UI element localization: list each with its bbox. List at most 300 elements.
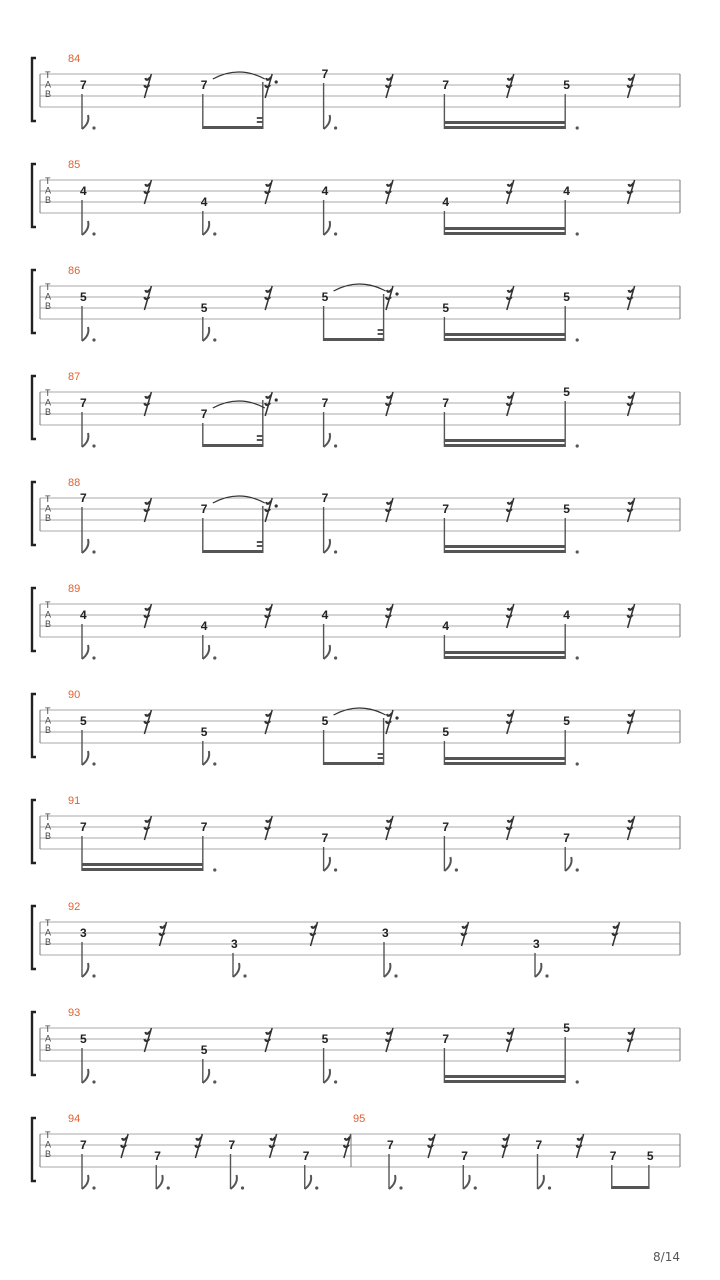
beam (324, 338, 384, 341)
rest-symbol (345, 1137, 350, 1140)
fret-number: 7 (563, 831, 570, 845)
fret-number: 7 (80, 396, 87, 410)
fret-number: 5 (80, 714, 87, 728)
rest-symbol (266, 713, 271, 716)
measure-number: 91 (68, 795, 81, 807)
rest-symbol (122, 1137, 127, 1140)
tab-clef-letter: B (45, 725, 52, 735)
tab-clef-letter: T (45, 176, 51, 186)
measure-number: 88 (68, 477, 81, 489)
note-flag (305, 1175, 311, 1189)
note-flag (324, 645, 330, 659)
tab-clef-letter: A (45, 185, 52, 196)
note-flag (203, 751, 209, 765)
beam (444, 656, 565, 659)
measure-number: 93 (68, 1007, 81, 1019)
fret-number: 4 (321, 184, 329, 198)
note-flag (82, 539, 88, 553)
fret-number: 7 (442, 502, 450, 516)
rest-symbol (508, 501, 513, 504)
rest-symbol (387, 183, 392, 186)
fret-number: 7 (200, 820, 208, 834)
beam (378, 329, 384, 331)
fret-number: 5 (563, 78, 570, 92)
beam (378, 753, 384, 755)
note-flag (82, 645, 88, 659)
tab-system (32, 477, 680, 554)
dot (213, 338, 216, 341)
dot (275, 398, 278, 401)
dot (576, 444, 579, 447)
fret-number: 5 (80, 290, 87, 304)
fret-number: 7 (442, 78, 450, 92)
tab-clef-letter: A (45, 79, 52, 90)
fret-number: 4 (321, 608, 329, 622)
note-flag (82, 115, 88, 129)
page-number: 8/14 (653, 1250, 680, 1264)
rest-symbol (387, 77, 392, 80)
fret-number: 4 (200, 195, 208, 209)
note-flag (538, 1175, 544, 1189)
tab-clef-letter: T (45, 1024, 51, 1034)
dot (334, 656, 337, 659)
fret-number: 4 (563, 184, 570, 198)
beam (257, 439, 263, 441)
beam (257, 545, 263, 547)
dot (395, 292, 398, 295)
fret-number: 7 (321, 67, 329, 81)
dot (576, 656, 579, 659)
note-flag (203, 1069, 209, 1083)
dot (334, 232, 337, 235)
rest-symbol (629, 1031, 634, 1034)
beam (444, 338, 565, 341)
beam (444, 757, 565, 760)
note-flag (324, 221, 330, 235)
note-flag (384, 963, 390, 977)
tab-clef-letter: A (45, 715, 52, 726)
tab-clef-letter: A (45, 291, 52, 302)
tab-clef-letter: A (45, 927, 52, 938)
fret-number: 5 (200, 1043, 208, 1057)
tie (334, 284, 386, 291)
fret-number: 5 (321, 290, 329, 304)
beam (612, 1186, 649, 1189)
fret-number: 7 (228, 1138, 236, 1152)
tab-system (32, 1113, 680, 1190)
system-bracket (32, 906, 36, 969)
dot (92, 656, 95, 659)
rest-symbol (387, 395, 392, 398)
dot (315, 1186, 318, 1189)
beam (444, 550, 565, 553)
beam (444, 439, 565, 442)
system-bracket (32, 164, 36, 227)
fret-number: 7 (387, 1138, 394, 1152)
fret-number: 7 (535, 1138, 543, 1152)
tab-clef-letter: B (45, 619, 52, 629)
rest-symbol (145, 395, 150, 398)
note-flag (82, 963, 88, 977)
rest-symbol (508, 819, 513, 822)
fret-number: 4 (200, 619, 208, 633)
fret-number: 7 (461, 1149, 468, 1163)
note-flag (389, 1175, 395, 1189)
tab-clef-letter: B (45, 301, 52, 311)
dot (334, 550, 337, 553)
rest-symbol (266, 1031, 271, 1034)
beam (203, 550, 263, 553)
rest-symbol (629, 501, 634, 504)
note-flag (203, 327, 209, 341)
tab-system (32, 583, 680, 660)
tab-system (32, 901, 680, 978)
dot (92, 338, 95, 341)
note-flag (324, 539, 330, 553)
rest-symbol (145, 713, 150, 716)
tab-system (32, 689, 680, 766)
beam (444, 227, 565, 230)
tab-system (32, 371, 680, 448)
rest-symbol (145, 289, 150, 292)
note-flag (82, 1069, 88, 1083)
system-bracket (32, 376, 36, 439)
rest-symbol (387, 607, 392, 610)
rest-symbol (266, 183, 271, 186)
fret-number: 5 (442, 301, 450, 315)
system-bracket (32, 58, 36, 121)
tab-clef-letter: A (45, 1139, 52, 1150)
measure-number: 90 (68, 689, 81, 701)
tie (213, 401, 265, 408)
fret-number: 5 (563, 714, 570, 728)
fret-number: 7 (609, 1149, 617, 1163)
tab-clef-letter: T (45, 388, 51, 398)
fret-number: 5 (442, 725, 450, 739)
fret-number: 5 (563, 502, 570, 516)
rest-symbol (145, 607, 150, 610)
beam (444, 121, 565, 124)
rest-symbol (266, 501, 271, 504)
measure-number: 94 (68, 1113, 81, 1125)
dot (213, 232, 216, 235)
rest-symbol (508, 395, 513, 398)
beam (444, 232, 565, 235)
beam (444, 1075, 565, 1078)
note-flag (231, 1175, 237, 1189)
rest-symbol (266, 77, 271, 80)
dot (576, 762, 579, 765)
dot (334, 1080, 337, 1083)
rest-symbol (429, 1137, 434, 1140)
fret-number: 5 (80, 1032, 87, 1046)
dot (275, 80, 278, 83)
rest-symbol (387, 819, 392, 822)
rest-symbol (508, 77, 513, 80)
rest-symbol (387, 289, 392, 292)
dot (92, 762, 95, 765)
beam (444, 762, 565, 765)
tab-clef-letter: T (45, 1130, 51, 1140)
note-flag (156, 1175, 162, 1189)
measure-number: 89 (68, 583, 81, 595)
fret-number: 5 (563, 290, 570, 304)
dot (548, 1186, 551, 1189)
tab-system (32, 159, 680, 236)
dot (213, 868, 216, 871)
rest-symbol (145, 819, 150, 822)
tab-clef-letter: A (45, 609, 52, 620)
measure-number: 84 (68, 53, 81, 65)
rest-symbol (629, 819, 634, 822)
rest-symbol (614, 925, 619, 928)
fret-number: 5 (321, 714, 329, 728)
fret-number: 5 (321, 1032, 329, 1046)
dot (241, 1186, 244, 1189)
rest-symbol (145, 1031, 150, 1034)
rest-symbol (508, 713, 513, 716)
rest-symbol (145, 183, 150, 186)
note-flag (463, 1175, 469, 1189)
tab-system (32, 265, 680, 342)
note-flag (324, 1069, 330, 1083)
note-flag (324, 433, 330, 447)
tab-clef-letter: B (45, 937, 52, 947)
dot (395, 716, 398, 719)
rest-symbol (629, 289, 634, 292)
system-bracket (32, 1118, 36, 1181)
tab-clef-letter: T (45, 918, 51, 928)
beam (257, 117, 263, 119)
beam (257, 541, 263, 543)
dot (167, 1186, 170, 1189)
fret-number: 5 (563, 385, 570, 399)
tab-system (32, 795, 680, 872)
tie (213, 72, 265, 79)
system-bracket (32, 482, 36, 545)
beam (82, 863, 203, 866)
rest-symbol (145, 77, 150, 80)
fret-number: 4 (563, 608, 570, 622)
beam (444, 126, 565, 129)
note-flag (82, 221, 88, 235)
beam (444, 651, 565, 654)
rest-symbol (503, 1137, 508, 1140)
fret-number: 4 (80, 608, 87, 622)
tab-clef-letter: T (45, 600, 51, 610)
dot (576, 126, 579, 129)
dot (576, 232, 579, 235)
beam (444, 1080, 565, 1083)
fret-number: 3 (533, 937, 540, 951)
fret-number: 5 (200, 301, 208, 315)
beam (324, 762, 384, 765)
fret-number: 5 (646, 1149, 654, 1163)
dot (576, 338, 579, 341)
tab-clef-letter: B (45, 513, 52, 523)
dot (474, 1186, 477, 1189)
dot (243, 974, 246, 977)
note-flag (203, 645, 209, 659)
tab-system (32, 53, 680, 130)
tab-clef-letter: A (45, 503, 52, 514)
rest-symbol (266, 819, 271, 822)
fret-number: 7 (442, 396, 450, 410)
dot (92, 126, 95, 129)
tab-clef-letter: B (45, 89, 52, 99)
measure-number: 87 (68, 371, 81, 383)
system-bracket (32, 800, 36, 863)
tab-clef-letter: B (45, 1043, 52, 1053)
note-flag (203, 221, 209, 235)
fret-number: 7 (442, 820, 450, 834)
dot (275, 504, 278, 507)
note-flag (82, 1175, 88, 1189)
system-bracket (32, 1012, 36, 1075)
dot (92, 1186, 95, 1189)
rest-symbol (629, 713, 634, 716)
rest-symbol (312, 925, 317, 928)
dot (334, 444, 337, 447)
dot (334, 868, 337, 871)
fret-number: 7 (80, 491, 87, 505)
rest-symbol (266, 607, 271, 610)
beam (444, 333, 565, 336)
rest-symbol (463, 925, 468, 928)
beam (444, 444, 565, 447)
dot (576, 1080, 579, 1083)
note-flag (324, 115, 330, 129)
rest-symbol (266, 289, 271, 292)
fret-number: 3 (382, 926, 389, 940)
measure-number: 86 (68, 265, 81, 277)
rest-symbol (387, 501, 392, 504)
measure-number: 92 (68, 901, 81, 913)
fret-number: 7 (200, 78, 208, 92)
tab-clef-letter: A (45, 397, 52, 408)
fret-number: 7 (80, 820, 87, 834)
tie (213, 496, 265, 503)
rest-symbol (508, 183, 513, 186)
tab-clef-letter: A (45, 1033, 52, 1044)
rest-symbol (629, 77, 634, 80)
fret-number: 5 (563, 1021, 570, 1035)
rest-symbol (508, 607, 513, 610)
fret-number: 5 (200, 725, 208, 739)
beam (203, 444, 263, 447)
dot (92, 550, 95, 553)
fret-number: 3 (80, 926, 87, 940)
beam (378, 333, 384, 335)
system-bracket (32, 588, 36, 651)
note-flag (82, 327, 88, 341)
rest-symbol (387, 713, 392, 716)
beam (257, 121, 263, 123)
note-flag (324, 857, 330, 871)
dot (92, 1080, 95, 1083)
beam (257, 435, 263, 437)
dot (92, 444, 95, 447)
rest-symbol (629, 607, 634, 610)
rest-symbol (387, 1031, 392, 1034)
note-flag (233, 963, 239, 977)
rest-symbol (161, 925, 166, 928)
note-flag (82, 751, 88, 765)
fret-number: 7 (321, 396, 329, 410)
rest-symbol (508, 289, 513, 292)
rest-symbol (266, 395, 271, 398)
note-flag (82, 433, 88, 447)
fret-number: 4 (80, 184, 87, 198)
beam (378, 757, 384, 759)
rest-symbol (629, 395, 634, 398)
note-flag (535, 963, 541, 977)
fret-number: 7 (442, 1032, 450, 1046)
dot (576, 868, 579, 871)
tab-clef-letter: T (45, 282, 51, 292)
dot (576, 550, 579, 553)
beam (444, 545, 565, 548)
dot (545, 974, 548, 977)
rest-symbol (629, 183, 634, 186)
beam (82, 868, 203, 871)
rest-symbol (578, 1137, 583, 1140)
tab-clef-letter: B (45, 407, 52, 417)
dot (92, 974, 95, 977)
dot (92, 232, 95, 235)
note-flag (444, 857, 450, 871)
fret-number: 4 (442, 195, 450, 209)
measure-number: 95 (353, 1113, 366, 1125)
beam (203, 126, 263, 129)
fret-number: 7 (200, 407, 208, 421)
fret-number: 7 (80, 78, 87, 92)
rest-symbol (145, 501, 150, 504)
fret-number: 7 (321, 831, 329, 845)
fret-number: 7 (321, 491, 329, 505)
measure-number: 85 (68, 159, 81, 171)
tab-clef-letter: B (45, 1149, 52, 1159)
tab-clef-letter: A (45, 821, 52, 832)
system-bracket (32, 694, 36, 757)
dot (334, 126, 337, 129)
rest-symbol (196, 1137, 201, 1140)
dot (394, 974, 397, 977)
dot (455, 868, 458, 871)
fret-number: 4 (442, 619, 450, 633)
tab-clef-letter: T (45, 706, 51, 716)
tab-clef-letter: B (45, 195, 52, 205)
dot (213, 656, 216, 659)
dot (399, 1186, 402, 1189)
rest-symbol (508, 1031, 513, 1034)
fret-number: 7 (302, 1149, 310, 1163)
tie (334, 708, 386, 715)
system-bracket (32, 270, 36, 333)
fret-number: 7 (200, 502, 208, 516)
dot (213, 1080, 216, 1083)
tab-clef-letter: T (45, 812, 51, 822)
dot (213, 762, 216, 765)
tab-clef-letter: B (45, 831, 52, 841)
note-flag (565, 857, 571, 871)
fret-number: 7 (154, 1149, 161, 1163)
tab-clef-letter: T (45, 494, 51, 504)
fret-number: 3 (231, 937, 238, 951)
tab-clef-letter: T (45, 70, 51, 80)
fret-number: 7 (80, 1138, 87, 1152)
tab-system (32, 1007, 680, 1084)
